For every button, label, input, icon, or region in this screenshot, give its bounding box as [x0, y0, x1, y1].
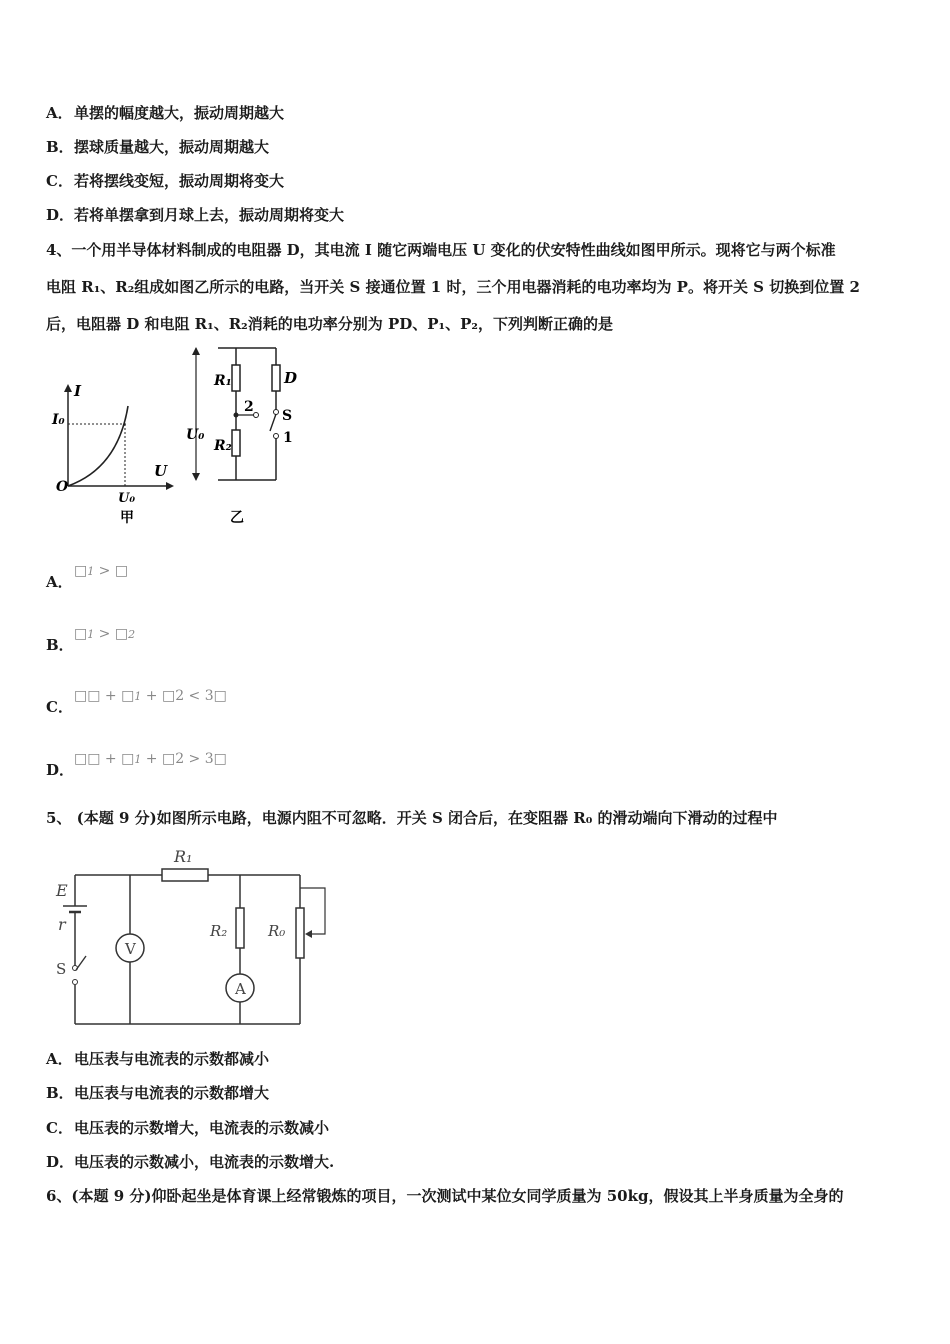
figure-q5-circuit: [50, 838, 350, 1038]
fig-yi-pos1: 1: [283, 430, 293, 446]
q3-option-b: B．摆球质量越大，振动周期越大: [46, 138, 270, 156]
fig-yi-u0: U₀: [186, 427, 205, 443]
q4-option-d-label: D．: [46, 761, 75, 779]
voltmeter-label: V: [125, 940, 136, 958]
q4-option-a-formula: □1 > □: [74, 563, 129, 579]
q4-option-b-label: B．: [46, 636, 74, 654]
q5-option-b: B．电压表与电流表的示数都增大: [46, 1084, 270, 1102]
q5-fig-r2: R₂: [210, 922, 228, 940]
q4-option-c-label: C．: [46, 698, 73, 716]
q5-fig-r0: R₀: [268, 922, 286, 940]
q5-option-d: D．电压表的示数减小，电流表的示数增大.: [46, 1153, 335, 1171]
fig-jia-u0: U₀: [118, 491, 136, 506]
q4-option-a-label: A．: [46, 573, 73, 591]
q4-option-b-formula: □1 > □2: [74, 626, 136, 642]
q5-fig-s: S: [56, 960, 67, 978]
fig-jia-u-axis: U: [154, 462, 168, 480]
fig-yi-r2: R₂: [214, 438, 232, 454]
fig-jia-i0: I₀: [52, 412, 65, 428]
q4-stem-line1: 4、一个用半导体材料制成的电阻器 D，其电流 I 随它两端电压 U 变化的伏安特性曲线如图甲所示。现将它与两个标准: [46, 241, 836, 259]
q5-stem: 5、 (本题 9 分)如图所示电路，电源内阻不可忽略．开关 S 闭合后，在变阻器 R₀ 的滑动端向下滑动的过程中: [46, 809, 778, 827]
figure-yi-circuit: [186, 345, 316, 525]
q5-option-a: A．电压表与电流表的示数都减小: [46, 1050, 270, 1068]
fig-yi-r1: R₁: [214, 373, 232, 389]
ammeter-label: A: [235, 980, 246, 998]
fig-yi-pos2: 2: [244, 399, 254, 415]
figure-jia-iv-curve: [48, 348, 188, 528]
q5-option-c: C．电压表的示数增大，电流表的示数减小: [46, 1119, 330, 1137]
q4-stem-line3: 后，电阻器 D 和电阻 R₁、R₂消耗的电功率分别为 PD、P₁、P₂，下列判断正确的是: [46, 315, 613, 333]
fig-yi-caption: 乙: [230, 510, 244, 526]
q3-option-c: C．若将摆线变短，振动周期将变大: [46, 172, 285, 190]
fig-yi-d: D: [284, 369, 298, 387]
fig-yi-s: S: [282, 408, 293, 424]
fig-jia-i-axis: I: [74, 382, 82, 400]
fig-jia-caption: 甲: [120, 510, 134, 526]
q6-stem: 6、(本题 9 分)仰卧起坐是体育课上经常锻炼的项目，一次测试中某位女同学质量为 50kg，假设其上半身质量为全身的: [46, 1187, 844, 1205]
q3-option-a: A．单摆的幅度越大，振动周期越大: [46, 104, 285, 122]
q4-option-d-formula: □□ + □1 + □2 > 3□: [74, 751, 227, 767]
q5-fig-r1: R₁: [174, 847, 193, 866]
q4-stem-line2: 电阻 R₁、R₂组成如图乙所示的电路，当开关 S 接通位置 1 时，三个用电器消耗的电功率均为 P。将开关 S 切换到位置 2: [46, 278, 860, 296]
q4-option-c-formula: □□ + □1 + □2 < 3□: [74, 688, 227, 704]
q3-option-d: D．若将单摆拿到月球上去，振动周期将变大: [46, 206, 345, 224]
fig-jia-origin: O: [56, 479, 69, 495]
q5-fig-r: r: [58, 915, 66, 934]
q5-fig-e: E: [56, 881, 68, 900]
